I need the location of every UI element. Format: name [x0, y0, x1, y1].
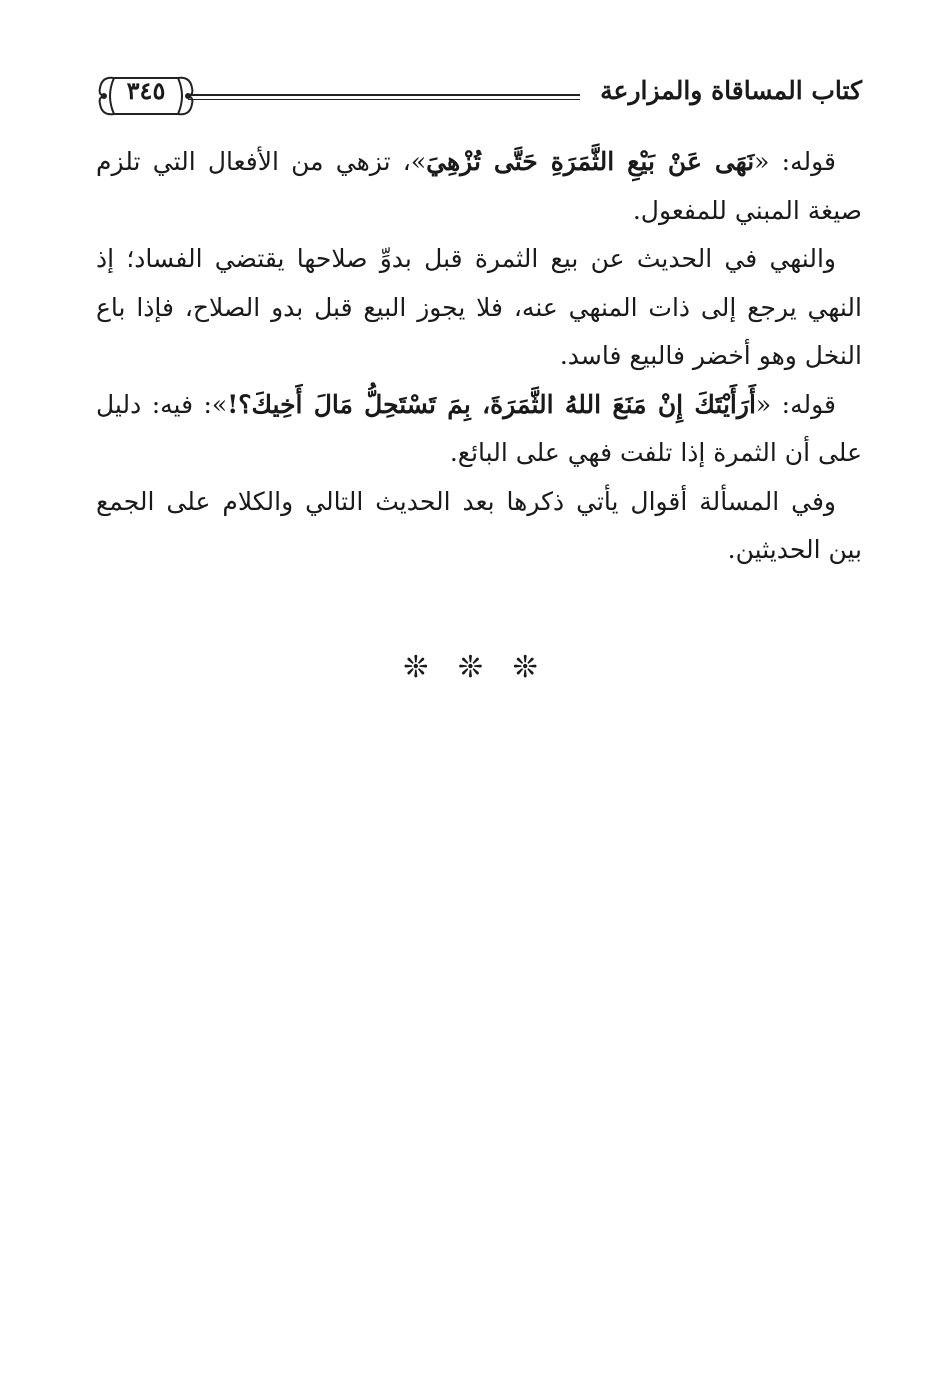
paragraph-2 — [96, 235, 862, 381]
page-header — [96, 66, 862, 126]
paragraph-1-hadith: نَهَى عَنْ بَيْعِ الثَّمَرَةِ حَتَّى تُزْهِيَ — [426, 147, 755, 176]
section-separator: ❊ ❊ ❊ — [403, 650, 548, 685]
paragraph-4-rest: وفي المسألة أقوال يأتي ذكرها بعد الحديث التالي والكلام على الجمع بين الحديثين. — [96, 486, 862, 564]
running-title: كتاب المساقاة والمزارعة — [600, 76, 862, 105]
paragraph-1-rest: »، تزهي من الأفعال التي تلزم صيغة المبني للمفعول. — [96, 147, 862, 225]
paragraph-1-lead: قوله: « — [754, 147, 836, 176]
paragraph-3-hadith: أَرَأَيْتَكَ إِنْ مَنَعَ اللهُ الثَّمَرَةَ، بِمَ تَسْتَحِلُّ مَالَ أَخِيكَ؟! — [227, 389, 756, 419]
paragraph-4 — [96, 478, 862, 575]
paragraph-3 — [96, 381, 862, 478]
header-rule — [188, 94, 580, 100]
paragraph-2-rest: والنهي في الحديث عن بيع الثمرة قبل بدوِّ صلاحها يقتضي الفساد؛ إذ النهي يرجع إلى ذات المنهي عنه، فلا يجوز البيع قبل بدو الصلاح، فإذا باع النخل وهو أخضر فالبيع فاسد. — [96, 244, 862, 370]
body-text — [96, 138, 862, 575]
paragraph-3-rest: »: فيه: دليل على أن الثمرة إذا تلفت فهي على البائع. — [96, 389, 862, 467]
paragraph-3-lead: قوله: « — [755, 389, 836, 419]
page-number: ٣٤٥ — [126, 76, 166, 105]
paragraph-1 — [96, 138, 862, 235]
